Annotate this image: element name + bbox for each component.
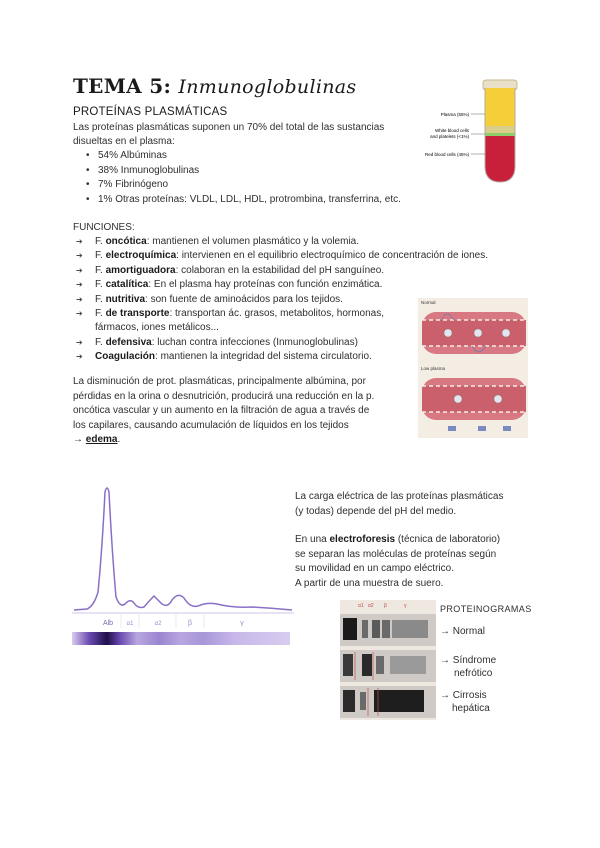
proteinograma-cirrosis: → Cirrosis hepática bbox=[440, 690, 490, 714]
proteinograma-normal: → Normal bbox=[440, 626, 486, 637]
label-alpha1: α1 bbox=[126, 621, 134, 627]
list-item: ➔ F. de transporte: transportan ác. grasos, metabolitos, hormonas, fármacos, iones metálicos... bbox=[76, 307, 536, 336]
proteinogramas-heading: PROTEINOGRAMAS bbox=[440, 604, 532, 614]
tube-label-white-2: and platelets (<1%) bbox=[430, 134, 469, 139]
list-item: ➔ F. electroquímica: intervienen en el equilibrio electroquímico de concentración de iones. bbox=[76, 249, 536, 263]
list-item: ➔ F. oncótica: mantienen el volumen plasmático y la volemia. bbox=[76, 235, 536, 249]
edema-term: edema bbox=[85, 434, 118, 446]
list-item: • 1% Otras proteínas: VLDL, LDL, HDL, protrombina, transferrina, etc. bbox=[86, 193, 401, 208]
tube-label-white: White blood cells bbox=[434, 128, 469, 133]
list-item: ➔ F. nutritiva: son fuente de aminoácidos para los tejidos. bbox=[76, 293, 536, 307]
vessel-illustration bbox=[418, 298, 528, 438]
list-item: • 38% Inmunoglobulinas bbox=[86, 164, 401, 179]
vessel-label-edema: Low plasma bbox=[421, 366, 446, 371]
electrophoresis-curve bbox=[74, 488, 292, 610]
list-item: • 54% Albúminas bbox=[86, 149, 401, 164]
gel-image bbox=[340, 600, 436, 720]
electro-paragraph: La carga eléctrica de las proteínas plasmáticas (y todas) depende del pH del medio. En una electroforesis (técnica de laboratorio) se separan las moléculas de proteínas según su movilidad en un campo eléctrico. A partir de una muestra de suero. bbox=[295, 491, 504, 589]
list-item: ➔ F. catalítica: En el plasma hay proteínas con función enzimática. bbox=[76, 278, 536, 292]
gel-header-a1: α1 bbox=[358, 603, 364, 609]
proteinograma-sindrome: → Síndrome nefrótico bbox=[440, 655, 497, 679]
edema-paragraph: La disminución de prot. plasmáticas, principalmente albúmina, por pérdidas en la orina o desnutrición, producirá una reducción en la p. oncótica vascular y un aumento en la filtración de agua a través de los capilares, causando acumulación de líquidos en los tejidos → edema. bbox=[73, 376, 375, 446]
blood-tube-illustration bbox=[425, 78, 535, 188]
plasma-intro-1: Las proteínas plasmáticas suponen un 70% del total de las sustancias bbox=[73, 122, 385, 133]
label-alpha2: α2 bbox=[154, 621, 162, 627]
gel-header-b: β bbox=[384, 603, 387, 609]
label-beta: β bbox=[187, 620, 193, 627]
funciones-heading: FUNCIONES: bbox=[73, 222, 135, 233]
title-main: TEMA 5: bbox=[73, 74, 172, 98]
plasma-heading: PROTEÍNAS PLASMÁTICAS bbox=[73, 106, 228, 118]
list-item: • 7% Fibrinógeno bbox=[86, 178, 401, 193]
electrophoresis-band bbox=[72, 632, 290, 645]
plasma-list bbox=[86, 149, 401, 207]
list-item: ➔ Coagulación: mantienen la integridad del sistema circulatorio. bbox=[76, 350, 536, 364]
tube-label-red: Red blood cells (45%) bbox=[425, 152, 469, 157]
list-item: ➔ F. amortiguadora: colaboran en la estabilidad del pH sanguíneo. bbox=[76, 264, 536, 278]
label-alb: Alb bbox=[102, 620, 114, 627]
tube-label-plasma: Plasma (55%) bbox=[440, 112, 469, 117]
plasma-intro-2: disueltas en el plasma: bbox=[73, 136, 175, 147]
title-script: Inmunoglobulinas bbox=[178, 76, 357, 98]
page-title bbox=[73, 74, 356, 98]
gel-header-g: γ bbox=[404, 603, 407, 609]
gel-header-a2: α2 bbox=[368, 603, 374, 609]
label-gamma: γ bbox=[240, 620, 244, 627]
list-item: ➔ F. defensiva: luchan contra infecciones (Inmunoglobulinas) bbox=[76, 336, 536, 350]
vessel-label-normal: Normal bbox=[421, 300, 436, 305]
electrophoresis-chart bbox=[72, 482, 294, 648]
